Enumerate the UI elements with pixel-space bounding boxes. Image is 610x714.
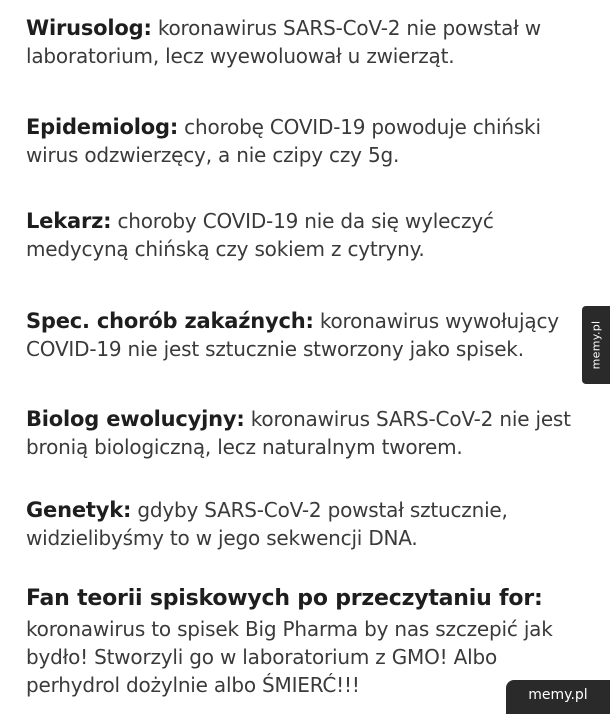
entry-label: Epidemiolog: bbox=[26, 115, 179, 139]
entry-conspiracy-fan bbox=[26, 584, 586, 699]
side-watermark bbox=[582, 306, 610, 384]
entry-label: Wirusolog: bbox=[26, 16, 152, 40]
entry-label: Fan teorii spiskowych po przeczytaniu for: bbox=[26, 586, 543, 611]
side-watermark-text: memy.pl bbox=[589, 320, 603, 370]
entry-infectious-disease-specialist bbox=[26, 307, 586, 363]
entry-text: koronawirus wywołujący COVID-19 nie jest sztucznie stworzony jako spisek. bbox=[26, 309, 559, 361]
entry-text: koronawirus SARS-CoV-2 nie powstał w laboratorium, lecz wyewoluował u zwierząt. bbox=[26, 16, 541, 68]
entry-epidemiologist bbox=[26, 113, 586, 169]
entry-evolutionary-biologist bbox=[26, 405, 586, 461]
corner-watermark bbox=[506, 680, 610, 714]
entry-label: Biolog ewolucyjny: bbox=[26, 407, 245, 431]
entry-doctor bbox=[26, 207, 586, 263]
entry-label: Genetyk: bbox=[26, 498, 132, 522]
entry-text: choroby COVID-19 nie da się wyleczyć medycyną chińską czy sokiem z cytryny. bbox=[26, 209, 494, 261]
entry-text: gdyby SARS-CoV-2 powstał sztucznie, widzielibyśmy to w jego sekwencji DNA. bbox=[26, 498, 508, 550]
entry-label: Spec. chorób zakaźnych: bbox=[26, 309, 314, 333]
entry-virologist bbox=[26, 14, 586, 70]
entry-text: chorobę COVID-19 powoduje chiński wirus odzwierzęcy, a nie czipy czy 5g. bbox=[26, 115, 541, 167]
corner-watermark-text: memy.pl bbox=[528, 687, 588, 703]
entry-label: Lekarz: bbox=[26, 209, 112, 233]
entry-text: koronawirus to spisek Big Pharma by nas szczepić jak bydło! Stworzyli go w laboratorium z GMO! Albo perhydrol dożylnie albo ŚMIERĆ!!! bbox=[26, 617, 553, 697]
entry-geneticist bbox=[26, 496, 586, 552]
entry-text: koronawirus SARS-CoV-2 nie jest bronią biologiczną, lecz naturalnym tworem. bbox=[26, 407, 571, 459]
